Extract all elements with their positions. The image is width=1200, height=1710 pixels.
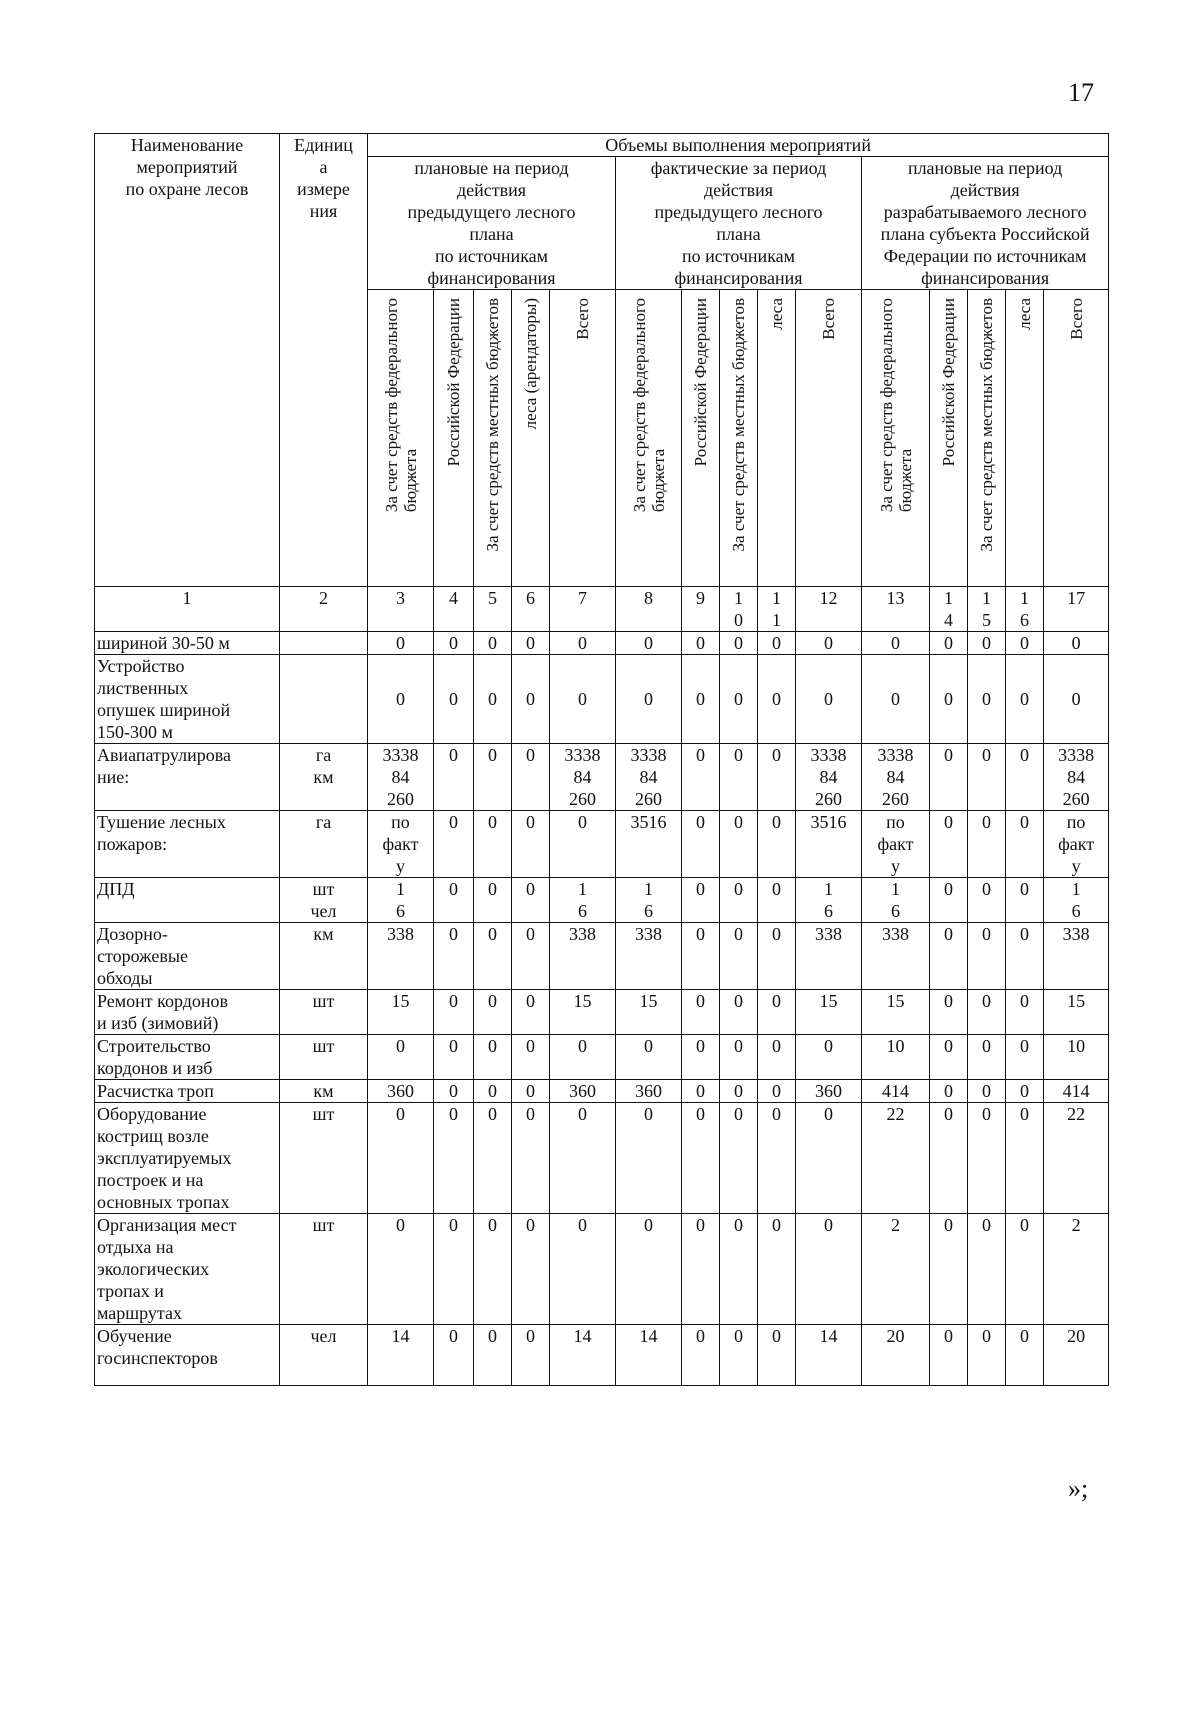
table-row	[95, 1035, 1109, 1080]
row-value: 0	[434, 1325, 474, 1386]
header-subcolumn-label: За счет средств федерального бюджета	[876, 298, 915, 513]
column-number: 1 5	[968, 587, 1006, 632]
row-value: 0	[720, 632, 758, 655]
row-value: 338	[368, 923, 434, 990]
row-value: 0	[968, 990, 1006, 1035]
row-value: 3338 84 260	[368, 744, 434, 811]
table-row	[95, 811, 1109, 878]
row-value: 3338 84 260	[796, 744, 862, 811]
row-value: 0	[758, 1325, 796, 1386]
header-volumes: Объемы выполнения мероприятий	[368, 134, 1109, 157]
row-value: 0	[434, 811, 474, 878]
row-name: ДПД	[95, 878, 280, 923]
row-value: 0	[720, 878, 758, 923]
row-value: 0	[1044, 632, 1109, 655]
row-value: 0	[616, 1035, 682, 1080]
row-value: 0	[434, 1103, 474, 1214]
header-subcolumn-label: Всего	[573, 298, 592, 340]
header-subcolumn	[720, 290, 758, 587]
row-value: по факт у	[862, 811, 930, 878]
row-value: 0	[550, 1214, 616, 1325]
row-value: 0	[968, 744, 1006, 811]
row-value: 0	[720, 1080, 758, 1103]
row-value: 0	[368, 655, 434, 744]
row-value: 0	[474, 878, 512, 923]
header-subcolumn	[1044, 290, 1109, 587]
row-unit: км	[280, 1080, 368, 1103]
row-value: 0	[474, 990, 512, 1035]
row-value: 0	[434, 744, 474, 811]
header-subcolumn-label: леса	[767, 298, 786, 330]
row-value: 0	[758, 923, 796, 990]
row-value: 0	[512, 655, 550, 744]
row-value: 0	[930, 990, 968, 1035]
row-value: 0	[968, 811, 1006, 878]
row-value: 0	[720, 744, 758, 811]
row-value: 0	[616, 1103, 682, 1214]
row-name: Оборудование кострищ возле эксплуатируемых построек и на основных тропах	[95, 1103, 280, 1214]
row-value: 0	[968, 1214, 1006, 1325]
forest-protection-table	[94, 133, 1109, 1386]
row-value: 0	[512, 1103, 550, 1214]
column-number: 3	[368, 587, 434, 632]
row-value: 1 6	[796, 878, 862, 923]
row-name: Строительство кордонов и изб	[95, 1035, 280, 1080]
row-value: 0	[720, 1214, 758, 1325]
row-value: 0	[434, 990, 474, 1035]
row-value: 14	[796, 1325, 862, 1386]
header-subcolumn	[474, 290, 512, 587]
header-subcolumn	[368, 290, 434, 587]
row-unit: шт	[280, 990, 368, 1035]
row-name: Организация мест отдыха на экологических тропах и маршрутах	[95, 1214, 280, 1325]
header-subcolumn-label: За счет средств местных бюджетов	[977, 298, 996, 552]
row-value: 0	[1006, 1214, 1044, 1325]
row-value: 3338 84 260	[1044, 744, 1109, 811]
page-number: 17	[1068, 78, 1094, 107]
column-number: 2	[280, 587, 368, 632]
row-value: 0	[682, 1325, 720, 1386]
row-name: шириной 30-50 м	[95, 632, 280, 655]
row-value: 0	[512, 1214, 550, 1325]
column-number: 6	[512, 587, 550, 632]
column-number: 1	[95, 587, 280, 632]
row-value: 0	[682, 990, 720, 1035]
row-value: 2	[862, 1214, 930, 1325]
row-value: 0	[474, 1035, 512, 1080]
row-value: 3338 84 260	[616, 744, 682, 811]
header-subcolumn	[930, 290, 968, 587]
row-value: 1 6	[862, 878, 930, 923]
row-value: 0	[682, 655, 720, 744]
row-unit: га км	[280, 744, 368, 811]
row-value: 0	[758, 1214, 796, 1325]
column-number: 1 4	[930, 587, 968, 632]
column-number: 12	[796, 587, 862, 632]
row-value: 338	[862, 923, 930, 990]
row-value: 0	[1006, 744, 1044, 811]
row-unit: чел	[280, 1325, 368, 1386]
row-value: 0	[368, 1214, 434, 1325]
row-value: 0	[862, 655, 930, 744]
row-value: 0	[550, 811, 616, 878]
row-value: 20	[862, 1325, 930, 1386]
row-value: 0	[862, 632, 930, 655]
header-subcolumn	[550, 290, 616, 587]
row-value: 15	[1044, 990, 1109, 1035]
row-value: 3338 84 260	[550, 744, 616, 811]
table-row	[95, 923, 1109, 990]
row-value: 0	[758, 1035, 796, 1080]
row-value: 0	[796, 1214, 862, 1325]
row-value: 0	[930, 878, 968, 923]
row-value: 414	[862, 1080, 930, 1103]
row-value: 414	[1044, 1080, 1109, 1103]
row-value: 0	[474, 811, 512, 878]
row-value: 0	[682, 811, 720, 878]
row-value: 0	[474, 1325, 512, 1386]
row-value: 0	[1006, 878, 1044, 923]
header-subcolumn-label: леса	[1015, 298, 1034, 330]
row-value: 0	[1006, 923, 1044, 990]
row-value: 3516	[616, 811, 682, 878]
row-value: 15	[616, 990, 682, 1035]
row-value: 338	[1044, 923, 1109, 990]
header-subcolumn-label: За счет средств местных бюджетов	[483, 298, 502, 552]
row-value: 1 6	[368, 878, 434, 923]
column-number: 13	[862, 587, 930, 632]
row-value: 0	[474, 1080, 512, 1103]
row-value: 0	[434, 1080, 474, 1103]
row-value: 0	[682, 1080, 720, 1103]
header-subcolumn-label: Российской Федерации	[444, 298, 463, 467]
row-value: 0	[968, 878, 1006, 923]
row-value: 0	[512, 1325, 550, 1386]
column-number: 17	[1044, 587, 1109, 632]
row-value: 0	[616, 1214, 682, 1325]
row-value: 360	[368, 1080, 434, 1103]
row-value: 0	[1006, 655, 1044, 744]
row-value: 10	[862, 1035, 930, 1080]
row-value: 0	[474, 632, 512, 655]
row-value: 0	[930, 1103, 968, 1214]
row-value: 15	[550, 990, 616, 1035]
row-value: 0	[968, 655, 1006, 744]
row-value: 0	[434, 632, 474, 655]
row-value: 0	[368, 1103, 434, 1214]
column-number: 9	[682, 587, 720, 632]
row-value: 0	[1006, 1080, 1044, 1103]
row-value: 0	[1006, 1035, 1044, 1080]
header-subcolumn-label: Российской Федерации	[939, 298, 958, 467]
row-value: 22	[862, 1103, 930, 1214]
row-value: 15	[368, 990, 434, 1035]
header-unit-column: Единиц а измере ния	[280, 134, 368, 587]
row-value: 0	[720, 1325, 758, 1386]
column-number: 4	[434, 587, 474, 632]
header-subcolumn	[758, 290, 796, 587]
row-name: Тушение лесных пожаров:	[95, 811, 280, 878]
row-value: 14	[616, 1325, 682, 1386]
row-value: 338	[796, 923, 862, 990]
row-value: 360	[550, 1080, 616, 1103]
row-value: 0	[1006, 1103, 1044, 1214]
row-value: 10	[1044, 1035, 1109, 1080]
row-value: 0	[1006, 1325, 1044, 1386]
column-number: 5	[474, 587, 512, 632]
row-name: Расчистка троп	[95, 1080, 280, 1103]
row-value: 0	[550, 1103, 616, 1214]
row-value: 0	[930, 1214, 968, 1325]
row-value: 22	[1044, 1103, 1109, 1214]
row-name: Обучение госинспекторов	[95, 1325, 280, 1386]
row-value: 0	[474, 744, 512, 811]
row-value: 0	[796, 1103, 862, 1214]
row-name: Дозорно- сторожевые обходы	[95, 923, 280, 990]
row-value: 0	[682, 1214, 720, 1325]
row-value: 0	[758, 811, 796, 878]
header-group: плановые на период действия разрабатываемого лесного плана субъекта Российской Федерации по источникам финансирования	[862, 157, 1109, 290]
row-value: 0	[930, 655, 968, 744]
row-value: 0	[616, 655, 682, 744]
row-value: 1 6	[1044, 878, 1109, 923]
row-name: Авиапатрулирова ние:	[95, 744, 280, 811]
row-value: 0	[758, 990, 796, 1035]
row-value: 0	[474, 1214, 512, 1325]
row-value: 0	[968, 923, 1006, 990]
header-subcolumn-label: Всего	[819, 298, 838, 340]
row-value: 0	[682, 632, 720, 655]
row-value: 0	[968, 632, 1006, 655]
row-value: 0	[682, 878, 720, 923]
table-row	[95, 1325, 1109, 1386]
row-value: 20	[1044, 1325, 1109, 1386]
header-name-column: Наименование мероприятий по охране лесов	[95, 134, 280, 587]
row-value: 0	[434, 1035, 474, 1080]
row-value: 0	[1006, 632, 1044, 655]
row-value: 0	[512, 923, 550, 990]
table-row	[95, 744, 1109, 811]
column-number: 1 0	[720, 587, 758, 632]
row-value: 0	[682, 744, 720, 811]
row-value: 0	[474, 1103, 512, 1214]
row-unit: га	[280, 811, 368, 878]
row-value: 0	[930, 1035, 968, 1080]
row-unit	[280, 632, 368, 655]
header-subcolumn-label: Всего	[1066, 298, 1086, 340]
row-value: 0	[968, 1103, 1006, 1214]
row-value: 0	[474, 655, 512, 744]
row-value: 0	[512, 811, 550, 878]
row-unit: шт	[280, 1035, 368, 1080]
row-value: 0	[434, 878, 474, 923]
row-value: 0	[930, 1325, 968, 1386]
row-value: 0	[758, 744, 796, 811]
row-value: 0	[930, 811, 968, 878]
row-value: 360	[796, 1080, 862, 1103]
row-value: 338	[550, 923, 616, 990]
row-value: 0	[720, 655, 758, 744]
row-value: по факт у	[368, 811, 434, 878]
row-value: 0	[720, 1103, 758, 1214]
row-value: 0	[930, 632, 968, 655]
row-value: 0	[550, 655, 616, 744]
row-value: 0	[720, 990, 758, 1035]
row-value: 0	[968, 1325, 1006, 1386]
row-value: 0	[616, 632, 682, 655]
row-value: 3516	[796, 811, 862, 878]
row-value: 15	[862, 990, 930, 1035]
row-value: 1 6	[616, 878, 682, 923]
row-value: 1 6	[550, 878, 616, 923]
row-value: 0	[720, 923, 758, 990]
table-row	[95, 1103, 1109, 1214]
column-number: 7	[550, 587, 616, 632]
row-value: 0	[474, 923, 512, 990]
header-subcolumn	[434, 290, 474, 587]
row-value: 0	[758, 1080, 796, 1103]
row-value: 0	[512, 1035, 550, 1080]
row-value: 0	[434, 1214, 474, 1325]
header-subcolumn	[616, 290, 682, 587]
header-subcolumn-label: За счет средств федерального бюджета	[381, 298, 420, 513]
row-unit: шт	[280, 1103, 368, 1214]
row-value: 15	[796, 990, 862, 1035]
row-value: 0	[368, 632, 434, 655]
row-value: 0	[796, 655, 862, 744]
row-value: 0	[682, 1103, 720, 1214]
row-unit: км	[280, 923, 368, 990]
row-value: 0	[434, 655, 474, 744]
row-name: Устройство лиственных опушек шириной 150-300 м	[95, 655, 280, 744]
row-value: 0	[512, 744, 550, 811]
row-value: 0	[512, 878, 550, 923]
row-value: 0	[512, 990, 550, 1035]
header-subcolumn-label: Российской Федерации	[691, 298, 710, 467]
table-row	[95, 878, 1109, 923]
row-value: 0	[930, 744, 968, 811]
row-value: 0	[512, 1080, 550, 1103]
row-unit: шт	[280, 1214, 368, 1325]
row-value: 0	[512, 632, 550, 655]
header-group: плановые на период действия предыдущего лесного плана по источникам финансирования	[368, 157, 616, 290]
row-value: 0	[758, 632, 796, 655]
row-value: 0	[968, 1035, 1006, 1080]
row-value: 360	[616, 1080, 682, 1103]
row-value: 338	[616, 923, 682, 990]
table-row	[95, 655, 1109, 744]
row-value: 0	[930, 1080, 968, 1103]
row-value: 2	[1044, 1214, 1109, 1325]
table-row	[95, 632, 1109, 655]
header-subcolumn	[1006, 290, 1044, 587]
column-number: 1 6	[1006, 587, 1044, 632]
row-value: 0	[434, 923, 474, 990]
row-value: 0	[1006, 990, 1044, 1035]
header-subcolumn	[968, 290, 1006, 587]
row-value: 0	[758, 878, 796, 923]
row-value: 0	[368, 1035, 434, 1080]
row-value: 0	[796, 632, 862, 655]
header-subcolumn	[796, 290, 862, 587]
row-value: 0	[796, 1035, 862, 1080]
table-row	[95, 1214, 1109, 1325]
row-unit: шт чел	[280, 878, 368, 923]
table-row	[95, 990, 1109, 1035]
header-subcolumn-label: За счет средств федерального бюджета	[629, 298, 668, 513]
row-value: 0	[1044, 655, 1109, 744]
row-value: 0	[930, 923, 968, 990]
header-subcolumn	[682, 290, 720, 587]
row-value: 0	[720, 811, 758, 878]
row-value: 0	[720, 1035, 758, 1080]
closing-mark: »;	[1068, 1474, 1089, 1503]
row-value: 0	[550, 1035, 616, 1080]
row-name: Ремонт кордонов и изб (зимовий)	[95, 990, 280, 1035]
table-row	[95, 1080, 1109, 1103]
header-subcolumn	[862, 290, 930, 587]
header-subcolumn	[512, 290, 550, 587]
row-value: 0	[968, 1080, 1006, 1103]
row-value: 0	[682, 923, 720, 990]
row-value: 3338 84 260	[862, 744, 930, 811]
row-value: 0	[758, 655, 796, 744]
row-value: 14	[550, 1325, 616, 1386]
row-value: по факт у	[1044, 811, 1109, 878]
row-value: 0	[682, 1035, 720, 1080]
header-subcolumn-label: леса (арендаторы)	[521, 298, 540, 430]
header-group: фактические за период действия предыдущего лесного плана по источникам финансирования	[616, 157, 862, 290]
row-unit	[280, 655, 368, 744]
row-value: 0	[550, 632, 616, 655]
header-subcolumn-label: За счет средств местных бюджетов	[729, 298, 748, 552]
row-value: 0	[758, 1103, 796, 1214]
column-number: 1 1	[758, 587, 796, 632]
row-value: 0	[1006, 811, 1044, 878]
row-value: 14	[368, 1325, 434, 1386]
column-number: 8	[616, 587, 682, 632]
